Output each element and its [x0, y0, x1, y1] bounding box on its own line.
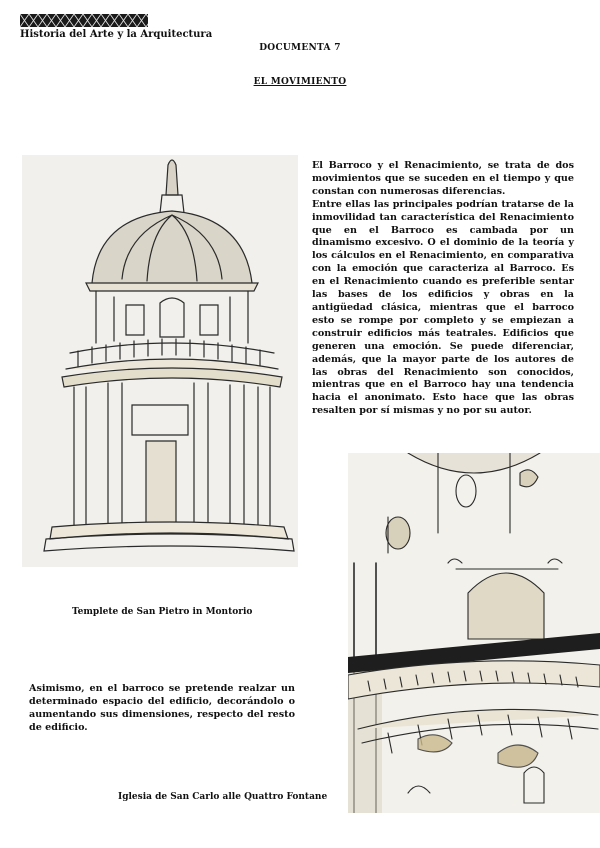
header-hatch-band [20, 14, 148, 27]
body-text-intro [312, 160, 574, 418]
paragraph-differences: Entre ellas las principales podrían tratarse de la inmovilidad tan característica del Renacimiento que en el Barroco es cambada por un dinamismo excesivo. O el dominio de la teoría y los cálculos en el Renacimiento, en comparativa con la emoción que caracteriza al Barroco. Es en el Renacimiento cuando es preferible sentar las bases de los edificios y obras en la antigüedad clásica, mientras que el barroco esto se rompe por completo y se empiezan a construir edificios más teatrales. Edificios que generen una emoción. Se puede diferenciar, además, que la mayor parte de los autores de las obras del Renacimiento son conocidos, mientras que en el Barroco hay una tendencia hacia el anonimato. Esto hace que las obras resalten por sí mismas y no por su autor. [312, 198, 574, 417]
figure-caption-templete: Templete de San Pietro in Montorio [72, 607, 253, 617]
paragraph-intro: El Barroco y el Renacimiento, se trata de dos movimientos que se suceden en el tiempo y que constan con numerosas diferencias. [312, 160, 574, 197]
document-number: DOCUMENTA 7 [259, 43, 341, 53]
templete-sketch-icon [22, 155, 298, 567]
figure-caption-san-carlo: Iglesia de San Carlo alle Quattro Fontane [118, 792, 328, 802]
course-title: Historia del Arte y la Arquitectura [20, 29, 213, 40]
document-title: EL MOVIMIENTO [253, 77, 347, 87]
church-interior-sketch-icon [348, 453, 600, 813]
paragraph-baroque-space: Asimismo, en el barroco se pretende realzar un determinado espacio del edificio, decorándolo o aumentando sus dimensiones, respecto del resto de edificio. [29, 683, 295, 733]
